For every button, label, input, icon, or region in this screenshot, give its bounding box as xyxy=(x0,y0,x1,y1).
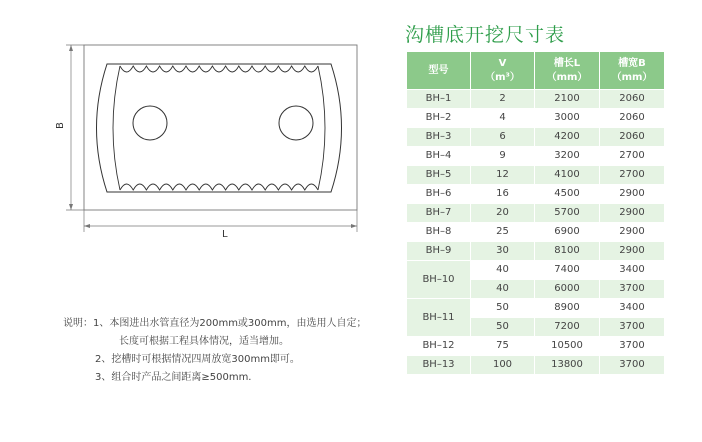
cell-length: 3000 xyxy=(535,109,600,128)
table-title: 沟槽底开挖尺寸表 xyxy=(405,24,566,46)
note-line-2: 长度可根据工程具体情况，适当增加。 xyxy=(119,336,289,347)
cell-width: 3400 xyxy=(600,261,665,280)
corrugation-top xyxy=(120,66,318,72)
header-width: 槽宽B （mm） xyxy=(600,52,665,90)
dim-l-label: L xyxy=(222,229,228,240)
table-row xyxy=(407,147,665,166)
cell-width: 2700 xyxy=(600,147,665,166)
cell-length: 7200 xyxy=(535,318,600,337)
cell-model: BH–5 xyxy=(407,166,471,185)
dim-l-arrow-left xyxy=(84,224,90,228)
cell-model: BH–3 xyxy=(407,128,471,147)
dim-l-arrow-right xyxy=(351,224,357,228)
table-row xyxy=(407,90,665,109)
cell-model: BH–11 xyxy=(407,299,471,337)
header-length: 槽长L （mm） xyxy=(535,52,600,90)
cell-length: 3200 xyxy=(535,147,600,166)
cell-length: 4500 xyxy=(535,185,600,204)
table-row xyxy=(407,261,665,280)
table-row xyxy=(407,356,665,375)
cell-model: BH–6 xyxy=(407,185,471,204)
cell-volume: 6 xyxy=(471,128,535,147)
cell-width: 2900 xyxy=(600,185,665,204)
cell-length: 6000 xyxy=(535,280,600,299)
dim-b-label: B xyxy=(54,122,66,129)
cell-volume: 50 xyxy=(471,299,535,318)
cell-volume: 2 xyxy=(471,90,535,109)
cell-volume: 30 xyxy=(471,242,535,261)
cell-volume: 40 xyxy=(471,280,535,299)
cell-volume: 12 xyxy=(471,166,535,185)
dim-b-arrow-bottom xyxy=(69,204,73,210)
trench-outline xyxy=(84,45,357,210)
cell-model: BH–7 xyxy=(407,204,471,223)
cell-volume: 40 xyxy=(471,261,535,280)
cell-model: BH–1 xyxy=(407,90,471,109)
cell-width: 2060 xyxy=(600,109,665,128)
note-line-3: 2、挖槽时可根据情况四周放宽300mm即可。 xyxy=(95,354,300,365)
cell-volume: 25 xyxy=(471,223,535,242)
header-volume: V （m³） xyxy=(471,52,535,90)
cell-length: 10500 xyxy=(535,337,600,356)
cell-width: 3400 xyxy=(600,299,665,318)
table-row xyxy=(407,128,665,147)
cell-model: BH–10 xyxy=(407,261,471,299)
cell-length: 4100 xyxy=(535,166,600,185)
note-line-1: 说明：1、本图进出水管直径为200mm或300mm，由选用人自定； xyxy=(63,318,367,329)
tank-end-left xyxy=(113,66,120,190)
cell-volume: 4 xyxy=(471,109,535,128)
table-row xyxy=(407,299,665,318)
corrugation-bottom xyxy=(120,184,318,190)
dim-b-arrow-top xyxy=(69,45,73,51)
cell-volume: 100 xyxy=(471,356,535,375)
note-line-4: 3、组合时产品之间距离≥500mm. xyxy=(95,372,252,383)
cell-width: 2900 xyxy=(600,242,665,261)
inlet-pipe xyxy=(133,106,167,140)
tank-end-right xyxy=(318,66,325,190)
cell-width: 3700 xyxy=(600,337,665,356)
cell-width: 2900 xyxy=(600,204,665,223)
table-row xyxy=(407,166,665,185)
cell-model: BH–12 xyxy=(407,337,471,356)
header-model: 型号 xyxy=(407,52,471,90)
cell-volume: 20 xyxy=(471,204,535,223)
cell-length: 4200 xyxy=(535,128,600,147)
table-row xyxy=(407,185,665,204)
table-row xyxy=(407,204,665,223)
cell-length: 13800 xyxy=(535,356,600,375)
cell-width: 3700 xyxy=(600,318,665,337)
cell-volume: 75 xyxy=(471,337,535,356)
table-row xyxy=(407,109,665,128)
cell-width: 2060 xyxy=(600,128,665,147)
cell-length: 5700 xyxy=(535,204,600,223)
cell-volume: 50 xyxy=(471,318,535,337)
table-row xyxy=(407,242,665,261)
cell-volume: 9 xyxy=(471,147,535,166)
cell-model: BH–13 xyxy=(407,356,471,375)
cell-model: BH–2 xyxy=(407,109,471,128)
cell-model: BH–9 xyxy=(407,242,471,261)
cell-length: 6900 xyxy=(535,223,600,242)
table-row xyxy=(407,223,665,242)
cell-width: 3700 xyxy=(600,280,665,299)
cell-length: 2100 xyxy=(535,90,600,109)
outlet-pipe xyxy=(279,106,313,140)
cell-volume: 16 xyxy=(471,185,535,204)
cell-width: 2900 xyxy=(600,223,665,242)
cell-model: BH–4 xyxy=(407,147,471,166)
cell-length: 8100 xyxy=(535,242,600,261)
cell-length: 7400 xyxy=(535,261,600,280)
cell-width: 2700 xyxy=(600,166,665,185)
cell-model: BH–8 xyxy=(407,223,471,242)
trench-size-table xyxy=(406,51,665,375)
table-row xyxy=(407,337,665,356)
cell-width: 3700 xyxy=(600,356,665,375)
table-header-row xyxy=(407,52,665,90)
cell-width: 2060 xyxy=(600,90,665,109)
cell-length: 8900 xyxy=(535,299,600,318)
